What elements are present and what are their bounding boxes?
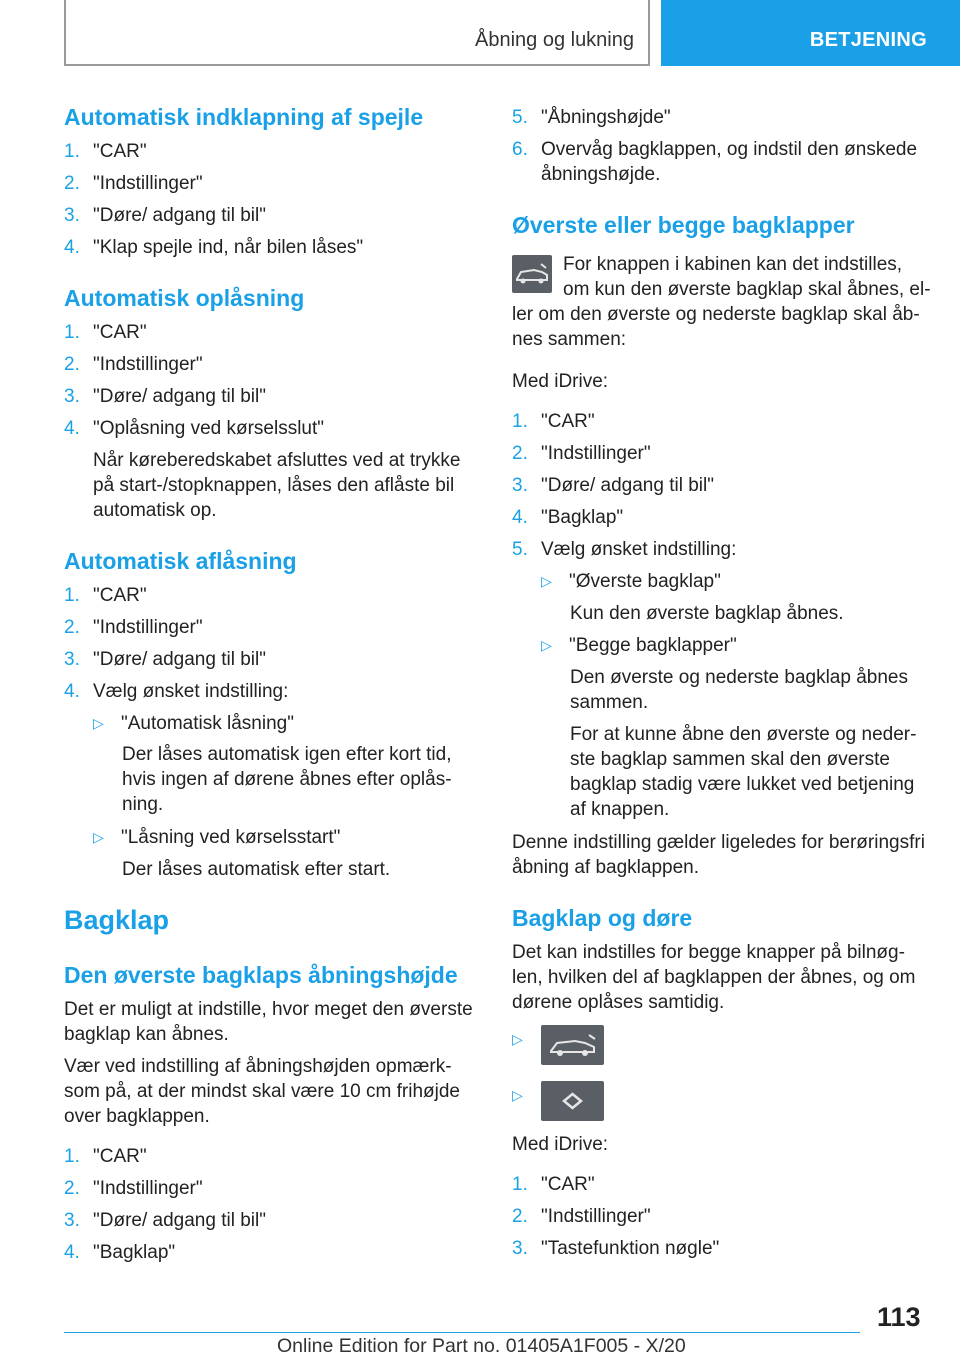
heading-auto-unlock: Automatisk oplåsning xyxy=(64,285,305,311)
tailgate-button-icon xyxy=(512,255,552,293)
paragraph-line: dørene oplåses samtidig. xyxy=(512,992,725,1013)
paragraph-line: som på, at der mindst skal være 10 cm frihøjde xyxy=(64,1081,460,1102)
idrive-label: Med iDrive: xyxy=(512,1134,609,1155)
intro-line: For knappen i kabinen kan det indstilles, xyxy=(563,254,903,275)
footer-edition: Online Edition for Part no. 01405A1F005 - X/20 xyxy=(277,1335,686,1357)
option-desc: ning. xyxy=(122,794,164,815)
header-chapter-title: BETJENING xyxy=(809,29,927,51)
list-item-cont: åbningshøjde. xyxy=(541,164,661,185)
intro-line: nes sammen: xyxy=(512,329,627,350)
option-note: ste bagklap sammen skal den øverste xyxy=(570,749,890,770)
note-line: på start-/stopknappen, låses den aflåste bil xyxy=(93,475,455,496)
option-desc: sammen. xyxy=(570,692,649,713)
triangle-bullet-icon: ▷ xyxy=(512,1087,523,1103)
intro-line: om kun den øverste bagklap skal åbnes, el- xyxy=(563,279,931,300)
paragraph-line: over bagklappen. xyxy=(64,1106,210,1127)
heading-opening-height: Den øverste bagklaps åbningshøjde xyxy=(64,962,458,988)
triangle-bullet-icon: ▷ xyxy=(541,637,552,653)
paragraph-line: bagklap kan åbnes. xyxy=(64,1024,229,1045)
intro-line: ler om den øverste og nederste bagklap skal åb- xyxy=(512,304,920,325)
key-tailgate-icon xyxy=(541,1025,604,1065)
triangle-bullet-icon: ▷ xyxy=(93,715,104,731)
idrive-label: Med iDrive: xyxy=(512,371,609,392)
heading-auto-lock: Automatisk aflåsning xyxy=(64,548,297,574)
header-section-title: Åbning og lukning xyxy=(474,29,634,51)
option-note: bagklap stadig være lukket ved betjening xyxy=(570,774,915,795)
heading-tailgate: Bagklap xyxy=(64,905,170,935)
option-note: For at kunne åbne den øverste og neder- xyxy=(570,724,917,745)
option-desc: Den øverste og nederste bagklap åbnes xyxy=(570,667,908,688)
header-chapter-box xyxy=(661,0,960,66)
triangle-bullet-icon: ▷ xyxy=(93,829,104,845)
option-desc: hvis ingen af dørene åbnes efter oplås- xyxy=(122,769,452,790)
option-desc: Der låses automatisk igen efter kort tid, xyxy=(122,744,452,765)
paragraph-line: len, hvilken del af bagklappen der åbnes, og om xyxy=(512,967,916,988)
paragraph-line: Det kan indstilles for begge knapper på bilnøg- xyxy=(512,942,905,963)
page-number: 113 xyxy=(877,1302,921,1332)
key-diamond-icon xyxy=(541,1081,604,1121)
heading-mirror-fold: Automatisk indklapning af spejle xyxy=(64,104,424,130)
header-section-box xyxy=(64,0,650,66)
note-line: automatisk op. xyxy=(93,500,217,521)
outro-line: Denne indstilling gælder ligeledes for berøringsfri xyxy=(512,832,925,853)
triangle-bullet-icon: ▷ xyxy=(512,1031,523,1047)
triangle-bullet-icon: ▷ xyxy=(541,573,552,589)
option-note: af knappen. xyxy=(570,799,670,820)
footer-divider xyxy=(64,1332,860,1333)
note-line: Når køreberedskabet afsluttes ved at trykke xyxy=(93,450,461,471)
outro-line: åbning af bagklappen. xyxy=(512,857,699,878)
heading-tailgate-doors: Bagklap og døre xyxy=(512,905,693,931)
option-desc: Kun den øverste bagklap åbnes. xyxy=(570,603,844,624)
option-desc: Der låses automatisk efter start. xyxy=(122,859,391,880)
paragraph-line: Vær ved indstilling af åbningshøjden opmærk- xyxy=(64,1056,452,1077)
paragraph-line: Det er muligt at indstille, hvor meget den øverste xyxy=(64,999,473,1020)
heading-upper-or-both: Øverste eller begge bagklapper xyxy=(512,212,855,238)
